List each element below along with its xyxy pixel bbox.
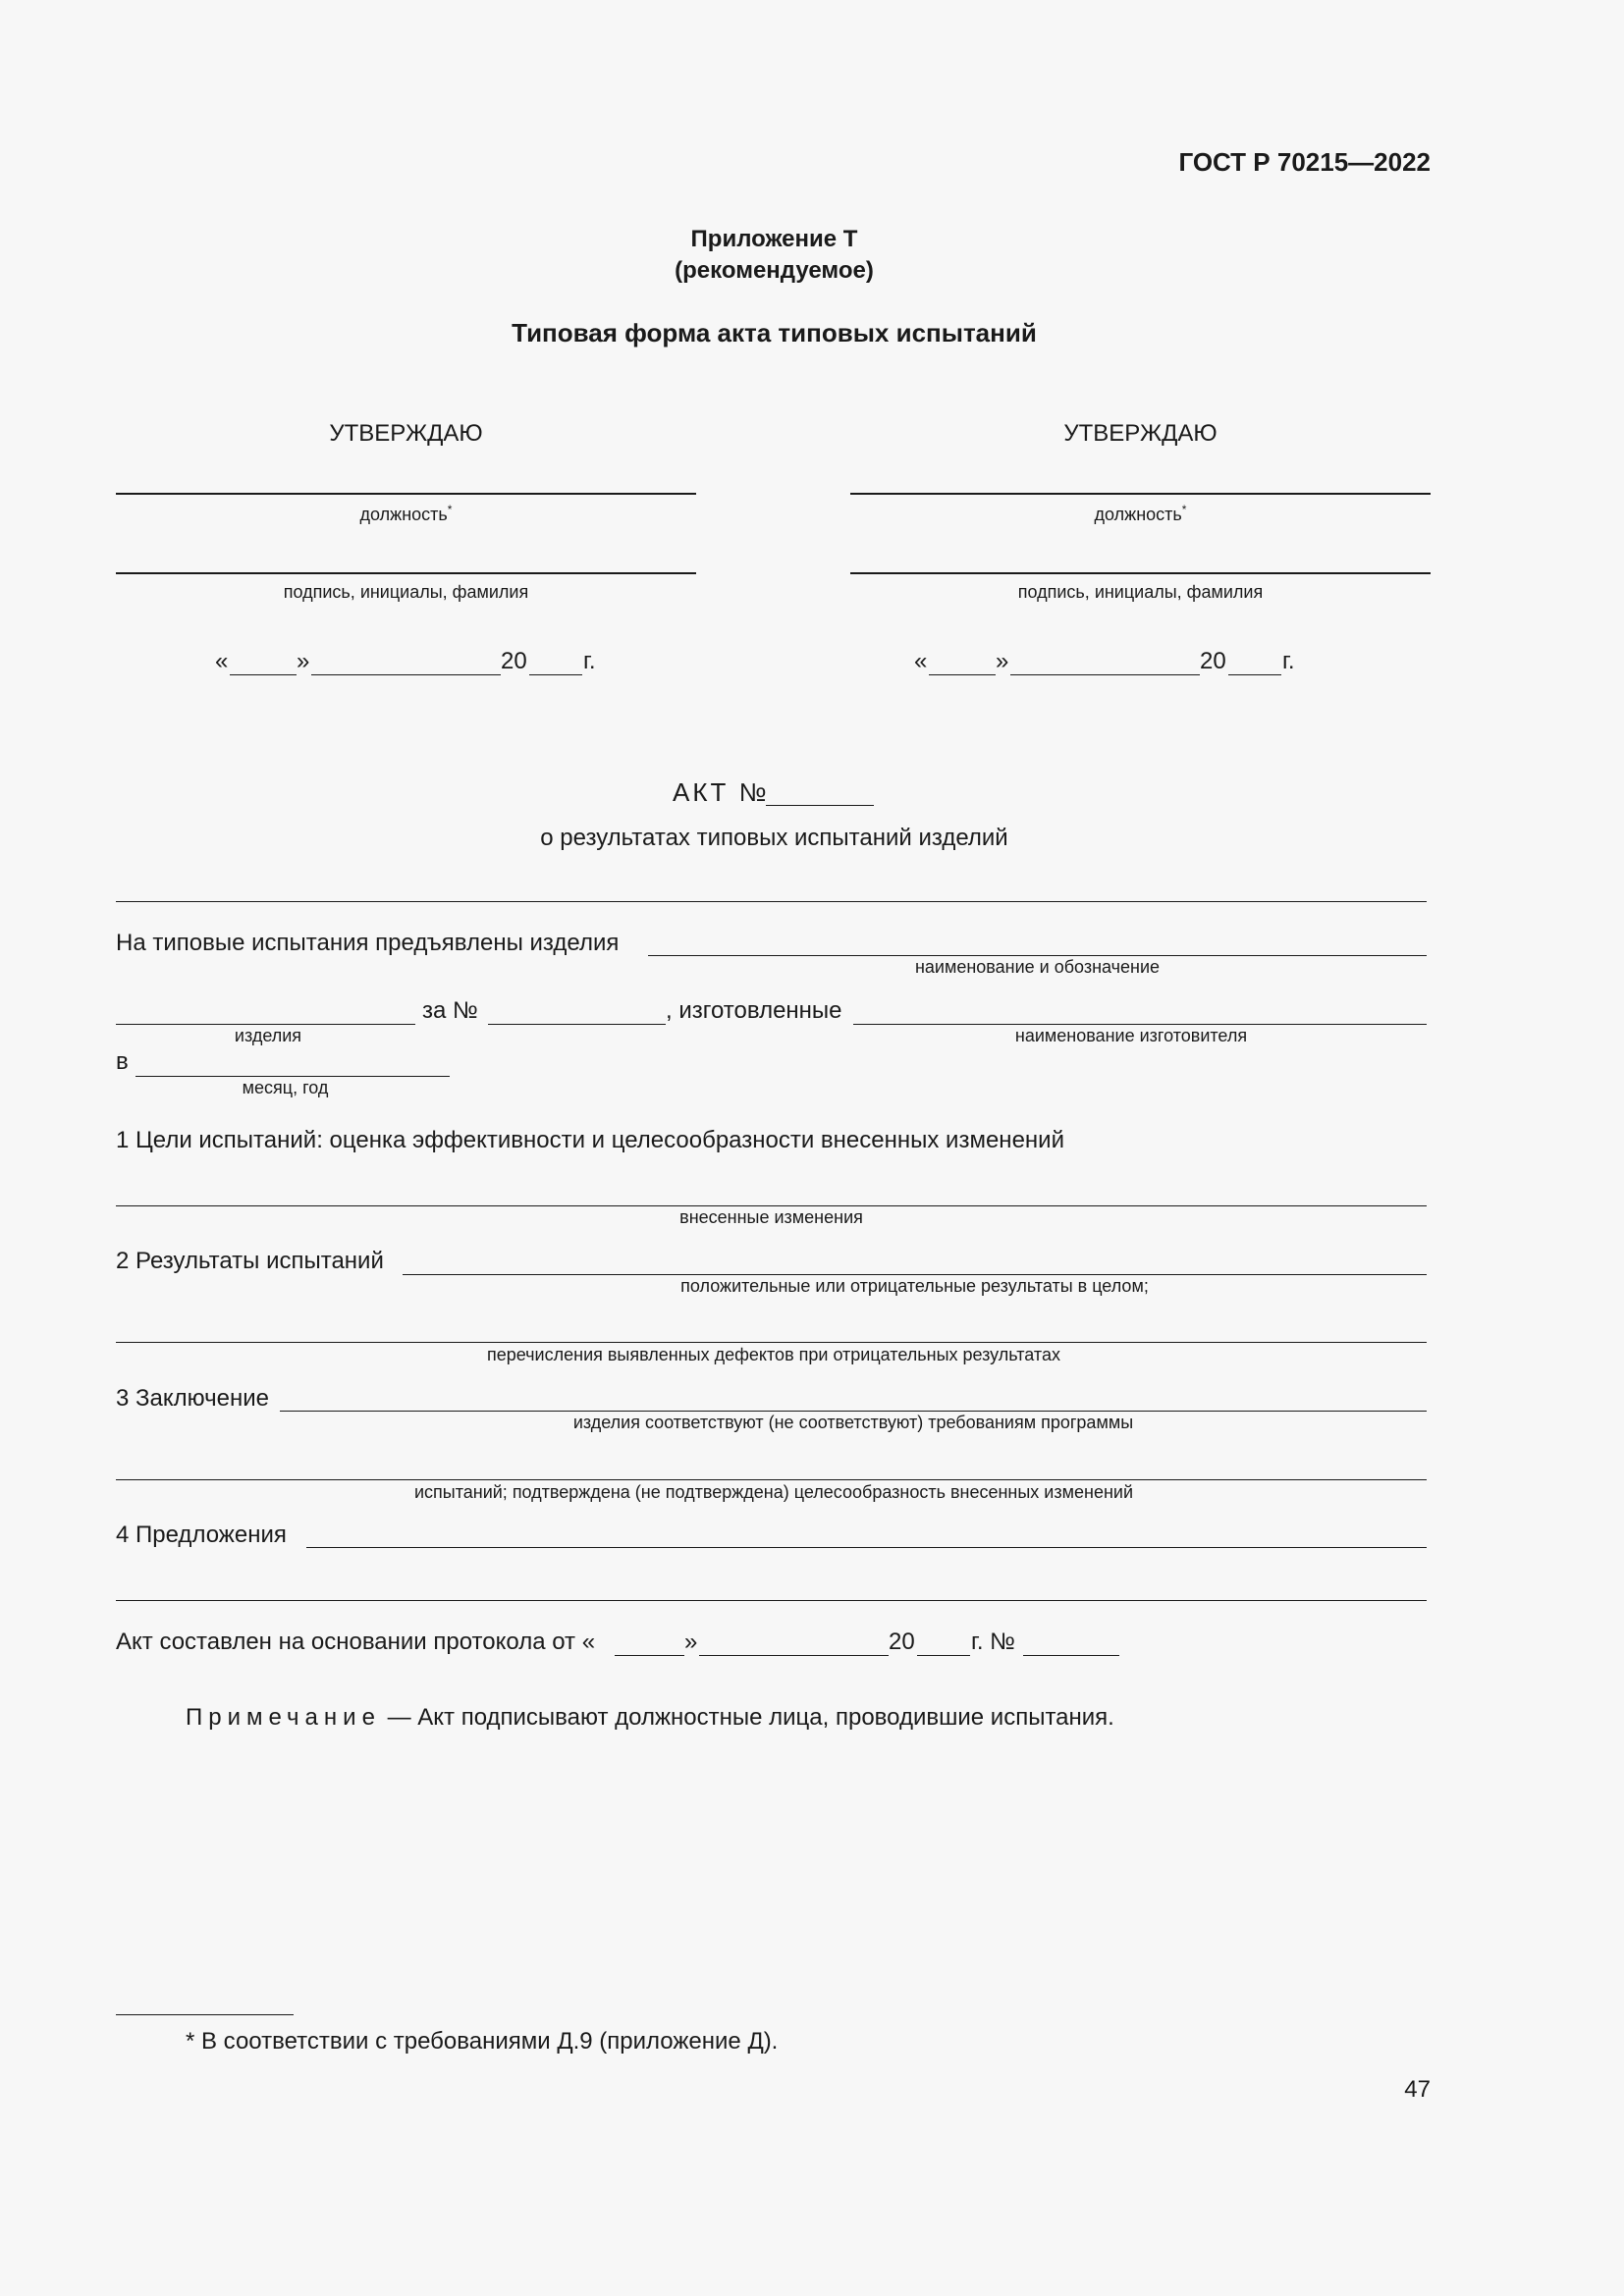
date-close-quote: » — [996, 648, 1009, 674]
date-suffix: г. — [583, 648, 596, 674]
standard-designation: ГОСТ Р 70215—2022 — [1178, 147, 1431, 177]
date-year-line[interactable] — [1228, 674, 1281, 675]
protocol-year-line[interactable] — [917, 1655, 970, 1656]
position-caption: должность* — [1094, 503, 1187, 524]
act-number-label: АКТ № — [673, 777, 770, 807]
for-number-line[interactable] — [488, 1024, 666, 1025]
position-line[interactable] — [116, 493, 696, 495]
protocol-month-line[interactable] — [699, 1655, 889, 1656]
presented-caption: наименование и обозначение — [914, 957, 1161, 977]
proposals-line-1[interactable] — [306, 1547, 1427, 1548]
goal-caption: внесенные изменения — [679, 1207, 863, 1227]
protocol-prefix: Акт составлен на основании протокола от « — [116, 1629, 596, 1655]
position-line[interactable] — [850, 493, 1431, 495]
signature-line[interactable] — [116, 572, 696, 574]
month-year-line[interactable] — [135, 1076, 450, 1077]
date-suffix: г. — [1282, 648, 1295, 674]
protocol-number-line[interactable] — [1023, 1655, 1119, 1656]
note — [186, 1704, 1114, 1732]
proposals-line-2[interactable] — [116, 1600, 1427, 1601]
conclusion-label: 3 Заключение — [116, 1385, 269, 1412]
in-label: в — [116, 1048, 129, 1075]
conclusion-line-2[interactable] — [116, 1479, 1427, 1480]
month-year-caption: месяц, год — [242, 1078, 329, 1097]
form-title: Типовая форма акта типовых испытаний — [512, 318, 1037, 347]
items-caption: изделия — [234, 1026, 302, 1045]
results-label: 2 Результаты испытаний — [116, 1248, 384, 1274]
approval-heading: УТВЕРЖДАЮ — [329, 420, 483, 447]
for-number-label: за № — [422, 997, 478, 1024]
conclusion-line-1[interactable] — [280, 1411, 1427, 1412]
protocol-year-prefix: 20 — [889, 1629, 915, 1655]
manufacturer-line[interactable] — [853, 1024, 1427, 1025]
protocol-suffix: г. № — [971, 1629, 1015, 1655]
approval-heading: УТВЕРЖДАЮ — [1063, 420, 1218, 447]
page-number: 47 — [1404, 2076, 1431, 2103]
date-close-quote: » — [297, 648, 310, 674]
date-year-prefix: 20 — [501, 648, 527, 674]
results-line-2[interactable] — [116, 1342, 1427, 1343]
signature-line[interactable] — [850, 572, 1431, 574]
presented-line[interactable] — [648, 955, 1427, 956]
goal-line[interactable] — [116, 1205, 1427, 1206]
date-open-quote: « — [914, 648, 928, 674]
date-day-line[interactable] — [230, 674, 297, 675]
manufactured-label: , изготовленные — [666, 997, 842, 1024]
date-month-line[interactable] — [311, 674, 501, 675]
protocol-day-line[interactable] — [615, 1655, 684, 1656]
results-line-1[interactable] — [403, 1274, 1427, 1275]
manufacturer-caption: наименование изготовителя — [1014, 1026, 1248, 1045]
date-month-line[interactable] — [1010, 674, 1200, 675]
results-caption-2: перечисления выявленных дефектов при отрицательных результатах — [487, 1345, 1060, 1364]
proposals-label: 4 Предложения — [116, 1522, 287, 1548]
items-line[interactable] — [116, 1024, 415, 1025]
date-day-line[interactable] — [929, 674, 996, 675]
note-text: — Акт подписывают должностные лица, проводившие испытания. — [387, 1704, 1114, 1731]
appendix-title: Приложение Т — [690, 226, 858, 252]
note-label: Примечание — [186, 1704, 381, 1731]
footnote-separator — [116, 2014, 294, 2015]
position-caption: должность* — [359, 503, 453, 524]
date-year-prefix: 20 — [1200, 648, 1226, 674]
date-year-line[interactable] — [529, 674, 582, 675]
act-subtitle: о результатах типовых испытаний изделий — [540, 825, 1008, 851]
goal-label: 1 Цели испытаний: оценка эффективности и целесообразности внесенных изменений — [116, 1127, 1064, 1153]
results-caption-1: положительные или отрицательные результаты в целом; — [680, 1276, 1149, 1296]
signature-caption: подпись, инициалы, фамилия — [283, 582, 529, 602]
presented-label: На типовые испытания предъявлены изделия — [116, 930, 620, 956]
appendix-status: (рекомендуемое) — [675, 257, 874, 284]
act-number-line[interactable] — [766, 805, 874, 806]
conclusion-caption-1: изделия соответствуют (не соответствуют) требованиям программы — [572, 1413, 1134, 1432]
protocol-close-quote: » — [684, 1629, 698, 1655]
date-open-quote: « — [215, 648, 229, 674]
conclusion-caption-2: испытаний; подтверждена (не подтверждена) целесообразность внесенных изменений — [413, 1482, 1134, 1502]
footnote-text: * В соответствии с требованиями Д.9 (приложение Д). — [186, 2028, 779, 2055]
act-subject-line[interactable] — [116, 901, 1427, 902]
signature-caption: подпись, инициалы, фамилия — [1017, 582, 1264, 602]
